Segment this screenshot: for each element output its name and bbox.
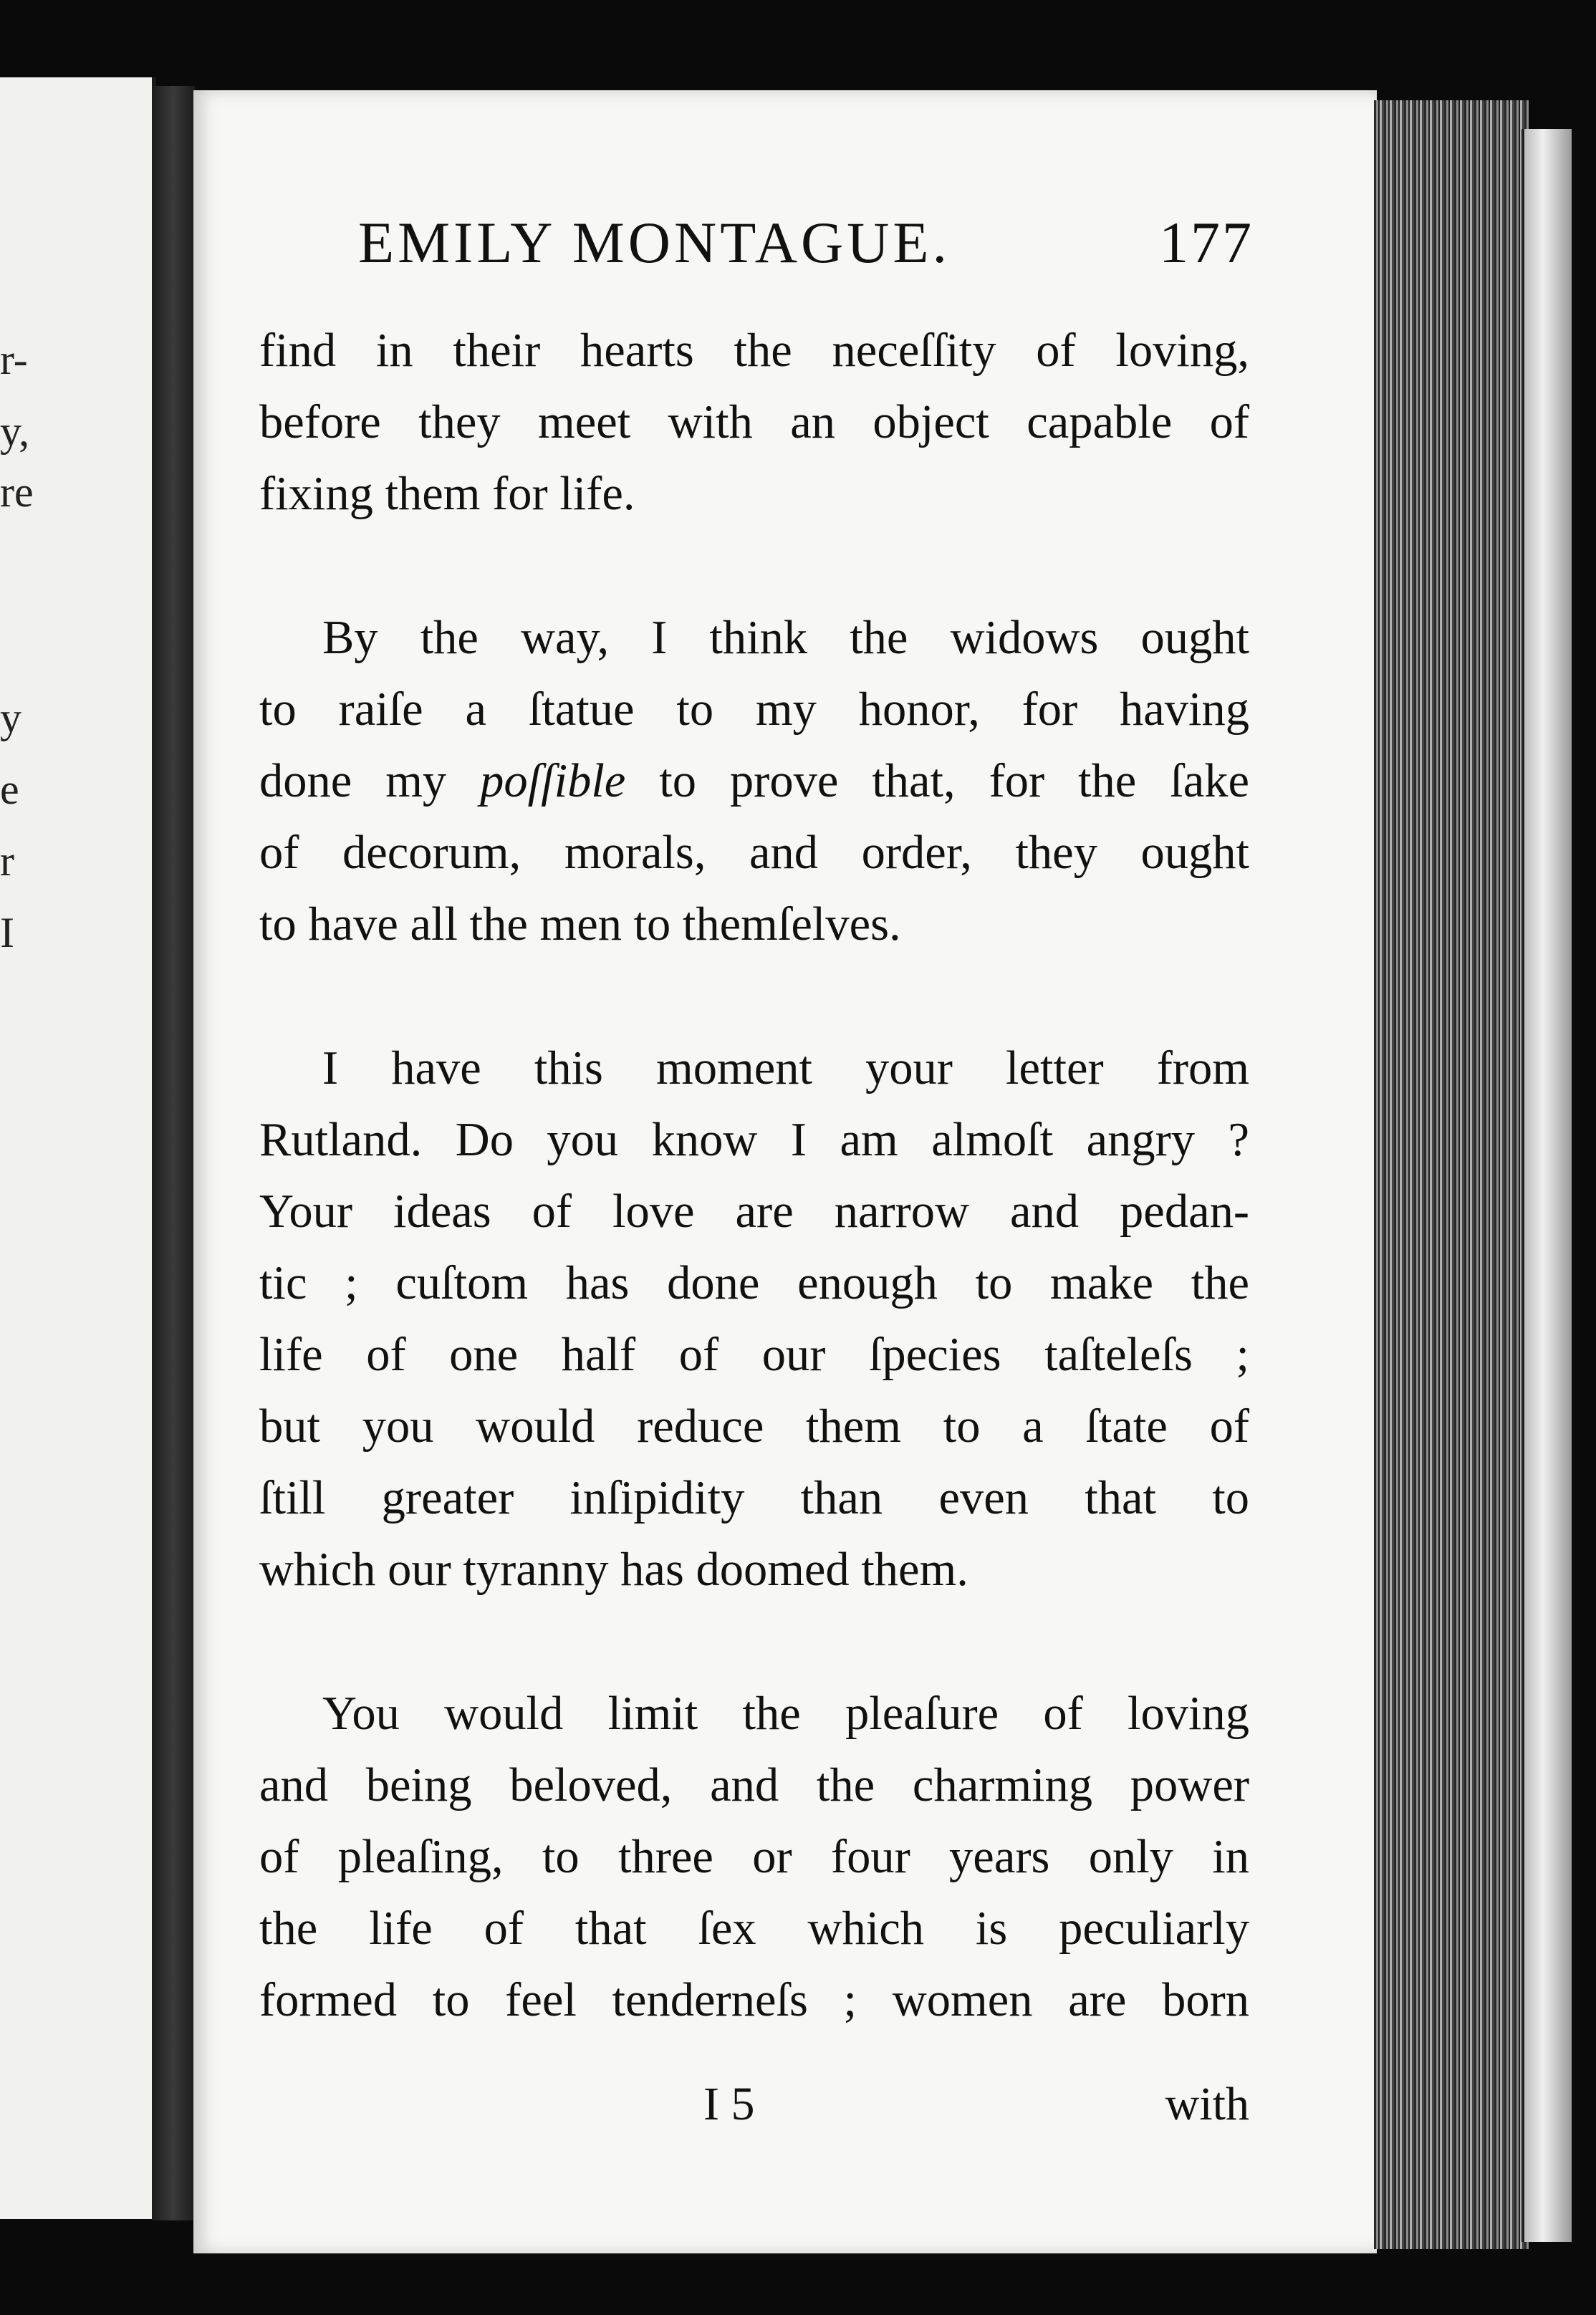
italic-word: poſſible [480,755,626,807]
text-line: before they meet with an object capable of [259,396,1249,448]
text-line: and being beloved, and the charming power [259,1759,1249,1811]
text-line: done my poſſible to prove that, for the ſake [259,755,1249,807]
left-page-fragment: r- [0,336,28,383]
text-line: of decorum, morals, and order, they ought [259,827,1249,879]
text-line: By the way, I think the widows ought [322,612,1249,664]
left-page-fragment: I [0,909,14,956]
facing-page-left [0,77,156,2219]
text-line: I have this moment your letter from [322,1042,1249,1094]
left-page-fragment: y [0,694,21,741]
left-page-fragment: re [0,468,34,516]
text-line: find in their hearts the neceſſity of loving, [259,324,1249,377]
text-line: fixing them for life. [259,468,635,520]
running-header [358,209,1254,288]
back-cover-edge [1522,129,1572,2242]
text-line: life of one half of our ſpecies taſteleſs ; [259,1329,1249,1381]
text-line: tic ; cuſtom has done enough to make the [259,1257,1249,1309]
left-page-fragment: y, [0,408,30,455]
book-gutter [152,86,195,2220]
text-line: to raiſe a ſtatue to my honor, for having [259,683,1249,736]
text-line: to have all the men to themſelves. [259,898,901,950]
left-page-fragment: e [0,766,19,813]
text-line: but you would reduce them to a ſtate of [259,1400,1249,1453]
page-footer [259,2077,1249,2149]
running-title: EMILY MONTAGUE. [358,210,951,275]
page-number: 177 [1159,210,1254,275]
page-block-edge [1374,100,1529,2249]
signature-mark: I 5 [703,2078,755,2130]
paragraph [259,1033,1249,1606]
paragraph [259,602,1249,961]
catchword: with [1165,2078,1249,2130]
body-text [259,315,1249,2109]
text-line: the life of that ſex which is peculiarly [259,1902,1249,1955]
text-line: You would limit the pleaſure of loving [322,1688,1249,1740]
text-line: Rutland. Do you know I am almoſt angry ? [259,1114,1249,1166]
text-line: ſtill greater inſipidity than even that to [259,1472,1249,1524]
text-line: which our tyranny has doomed them. [259,1544,968,1596]
text-line: formed to feel tenderneſs ; women are born [259,1974,1249,2026]
text-line: of pleaſing, to three or four years only in [259,1831,1249,1883]
paragraph [259,1678,1249,2036]
left-page-fragment: r [0,837,14,885]
text-line: Your ideas of love are narrow and pedan- [259,1185,1249,1238]
paragraph [259,315,1249,530]
